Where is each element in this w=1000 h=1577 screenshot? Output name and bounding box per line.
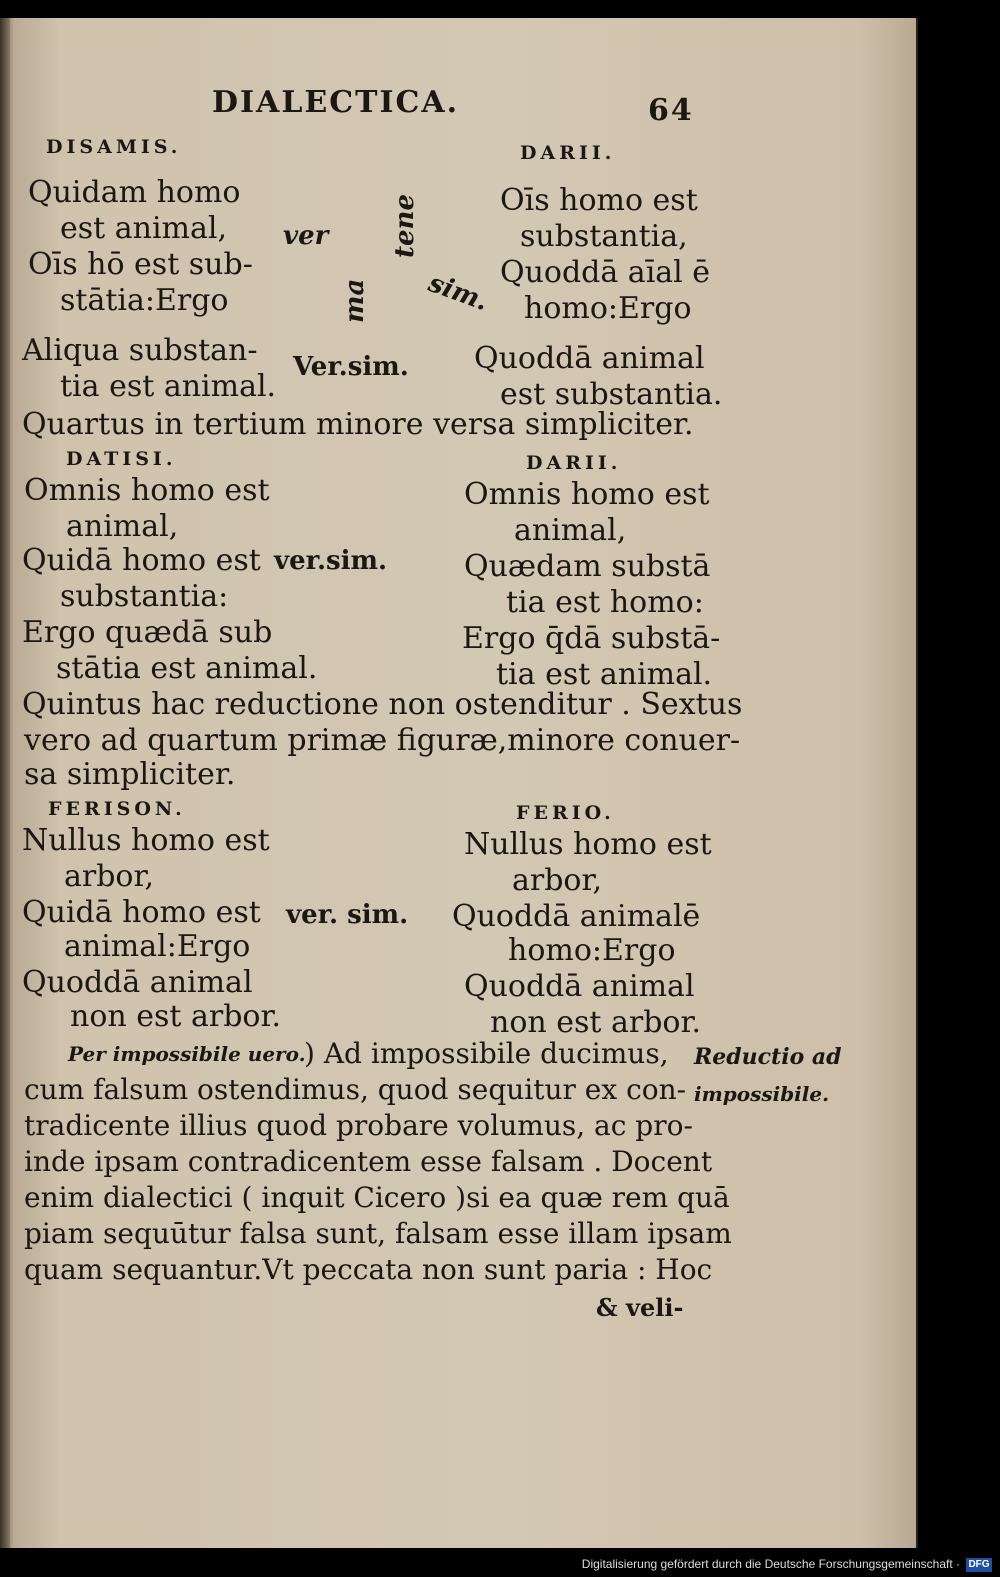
text-line: homo:Ergo <box>508 933 676 968</box>
catchword: & veli- <box>596 1293 684 1322</box>
marginal-note: Reductio ad <box>694 1044 842 1070</box>
middle-note: ver.sim. <box>274 546 388 576</box>
footer-bar <box>0 1551 1000 1577</box>
lemma: Per impossibile uero. <box>68 1042 306 1066</box>
page-number: 64 <box>648 93 694 128</box>
text-line: Quoddā animal <box>474 341 705 376</box>
mood-label-darii: DARII. <box>520 142 616 164</box>
middle-note: ver <box>283 221 329 251</box>
book-page <box>0 18 918 1548</box>
mood-label-ferio: FERIO. <box>516 802 615 824</box>
text-line: arbor, <box>64 859 155 894</box>
text-line: Ergo q̄dā substā- <box>462 621 721 656</box>
text-line: quam sequantur.Vt peccata non sunt paria : Hoc <box>24 1253 713 1286</box>
text-line: est animal, <box>60 211 228 246</box>
text-line: vero ad quartum primæ figuræ,minore conuer- <box>24 723 741 758</box>
middle-note: sim. <box>424 268 493 318</box>
text-line: tia est animal. <box>496 657 713 692</box>
text-line: tia est homo: <box>506 585 704 620</box>
text-line: Quidā homo est <box>22 543 261 578</box>
text-line: Ergo quædā sub <box>22 615 273 650</box>
mood-label-disamis: DISAMIS. <box>46 136 182 158</box>
text-line: Quoddā animal <box>464 969 695 1004</box>
funding-notice: Digitalisierung gefördert durch die Deutsche Forschungsgemeinschaft · <box>581 1557 960 1571</box>
text-line: Oīs hō est sub- <box>28 247 253 282</box>
text-line: substantia: <box>60 579 229 614</box>
middle-note-rotated: tene <box>390 194 420 258</box>
text-line: Quidam homo <box>28 175 241 210</box>
text-line: non est arbor. <box>490 1005 702 1040</box>
text-line: Oīs homo est <box>500 183 698 218</box>
text-line: tradicente illius quod probare volumus, ac pro- <box>24 1109 693 1142</box>
text-line: Omnis homo est <box>24 473 270 508</box>
text-line: ) Ad impossibile ducimus, <box>304 1037 669 1070</box>
text-line: Quoddā animalē <box>452 899 701 934</box>
text-line: animal, <box>514 513 627 548</box>
text-line: est substantia. <box>500 377 723 412</box>
text-line: Omnis homo est <box>464 477 710 512</box>
text-line: Aliqua substan- <box>22 333 258 368</box>
text-line: non est arbor. <box>70 999 282 1034</box>
text-line: animal:Ergo <box>64 929 251 964</box>
text-line: Quintus hac reductione non ostenditur . Sextus <box>22 687 743 722</box>
text-line: piam sequūtur falsa sunt, falsam esse illam ipsam <box>24 1217 732 1250</box>
running-head: DIALECTICA. <box>212 85 460 120</box>
text-line: Nullus homo est <box>22 823 270 858</box>
text-line: sa simpliciter. <box>24 757 236 792</box>
text-line: homo:Ergo <box>524 291 692 326</box>
text-line: cum falsum ostendimus, quod sequitur ex con- <box>24 1073 687 1106</box>
text-line: enim dialectici ( inquit Cicero )si ea quæ rem quā <box>24 1181 730 1214</box>
mood-label-datisi: DATISI. <box>66 448 177 470</box>
text-line: Quoddā animal <box>22 965 253 1000</box>
middle-note: Ver.sim. <box>293 352 409 382</box>
text-line: inde ipsam contradicentem esse falsam . Docent <box>24 1145 713 1178</box>
middle-note-rotated: ma <box>340 278 370 323</box>
text-line: Nullus homo est <box>464 827 712 862</box>
text-line: animal, <box>66 509 179 544</box>
mood-label-ferison: FERISON. <box>48 798 186 820</box>
middle-note: ver. sim. <box>286 900 409 930</box>
text-line: Quædam substā <box>464 549 711 584</box>
text-line: arbor, <box>512 863 603 898</box>
text-line: substantia, <box>520 219 688 254</box>
text-line: stātia est animal. <box>56 651 318 686</box>
text-line: Quidā homo est <box>22 895 261 930</box>
text-line: Quartus in tertium minore versa simpliciter. <box>22 407 694 442</box>
text-line: Quoddā aīal ē <box>500 255 711 290</box>
marginal-note: impossibile. <box>694 1082 830 1106</box>
text-line: tia est animal. <box>60 369 277 404</box>
mood-label-darii: DARII. <box>526 452 622 474</box>
dfg-logo: DFG <box>966 1558 992 1572</box>
text-line: stātia:Ergo <box>60 283 229 318</box>
